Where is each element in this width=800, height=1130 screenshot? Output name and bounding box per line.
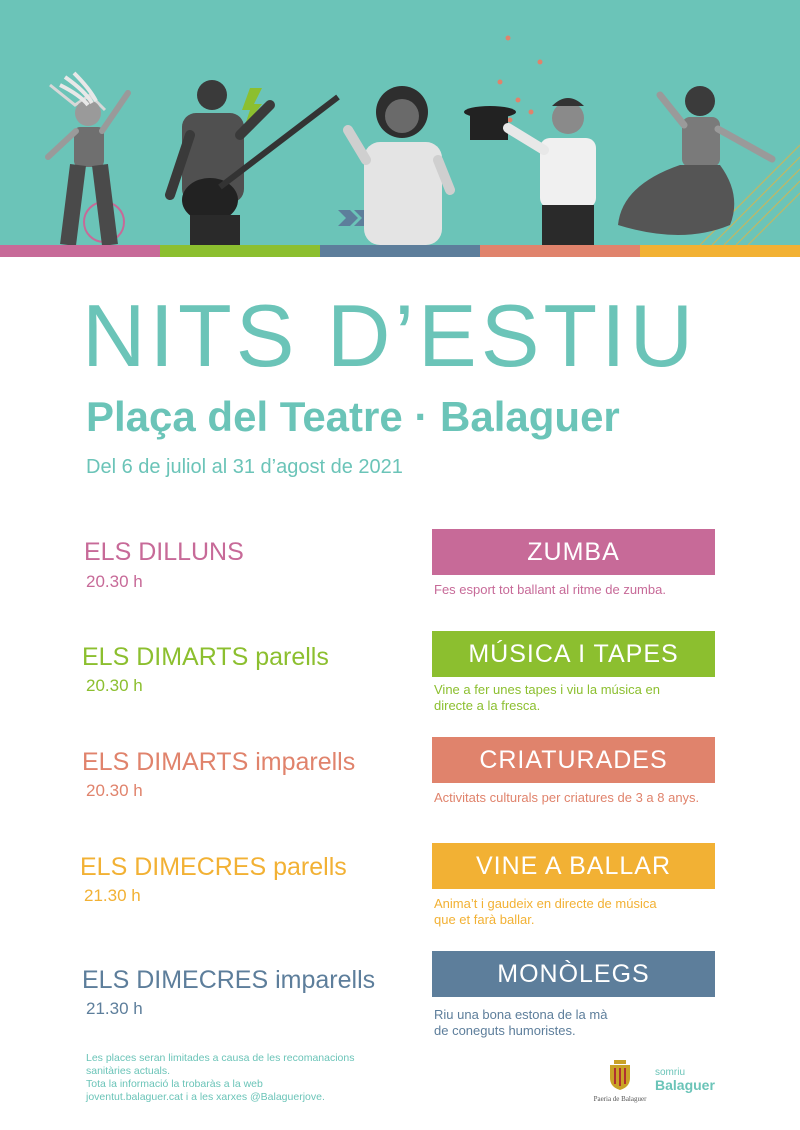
schedule-time: 20.30 h (86, 572, 143, 591)
venue-subtitle: Plaça del Teatre · Balaguer (86, 393, 620, 440)
activity-badge-ballar: VINE A BALLAR (432, 843, 715, 889)
activity-description: Riu una bona estona de la mà de coneguts humoristes. (434, 1007, 608, 1038)
schedule-time: 20.30 h (86, 676, 143, 695)
activity-description: Anima’t i gaudeix en directe de música que et farà ballar. (434, 896, 657, 927)
schedule-day: ELS DIMECRES imparells (82, 966, 376, 994)
stripe-green (160, 245, 320, 257)
guitarist-photo (160, 75, 340, 245)
activity-description: Activitats culturals per criatures de 3 a 8 anys. (434, 790, 700, 805)
stripe-pink (0, 245, 160, 257)
page-title: NITS D’ESTIU (82, 286, 698, 385)
hero-banner (0, 0, 800, 245)
footer-note: Les places seran limitades a causa de les recomanacions sanitàries actuals. Tota la informació la trobaràs a la web joventut.balaguer.cat i a les xarxes @Balaguerjove. (86, 1052, 355, 1103)
activity-badge-criaturades: CRIATURADES (432, 737, 715, 783)
activity-description: Vine a fer unes tapes i viu la música en directe a la fresca. (434, 682, 660, 713)
singer-photo (340, 80, 460, 245)
council-logo: Paeria de Balaguer (590, 1060, 650, 1103)
magician-photo (460, 80, 610, 245)
schedule-day: ELS DILLUNS (84, 538, 244, 566)
schedule-time: 21.30 h (84, 886, 141, 905)
stripe-yellow (640, 245, 800, 257)
schedule-time: 21.30 h (86, 999, 143, 1018)
event-dates: Del 6 de juliol al 31 d’agost de 2021 (86, 456, 403, 478)
stripe-blue (320, 245, 480, 257)
schedule-day: ELS DIMARTS imparells (82, 748, 356, 776)
activity-badge-monolegs: MONÒLEGS (432, 951, 715, 997)
dancer-photo (30, 65, 150, 245)
schedule-day: ELS DIMARTS parells (82, 643, 329, 671)
dancer-skirt-photo (612, 75, 787, 245)
coat-of-arms-icon (608, 1060, 632, 1090)
activity-badge-musica: MÚSICA I TAPES (432, 631, 715, 677)
activity-description: Fes esport tot ballant al ritme de zumba. (434, 582, 666, 597)
stripe-salmon (480, 245, 640, 257)
brand-logo: somriu Balaguer (655, 1067, 715, 1093)
activity-badge-zumba: ZUMBA (432, 529, 715, 575)
schedule-day: ELS DIMECRES parells (80, 853, 347, 881)
schedule-time: 20.30 h (86, 781, 143, 800)
